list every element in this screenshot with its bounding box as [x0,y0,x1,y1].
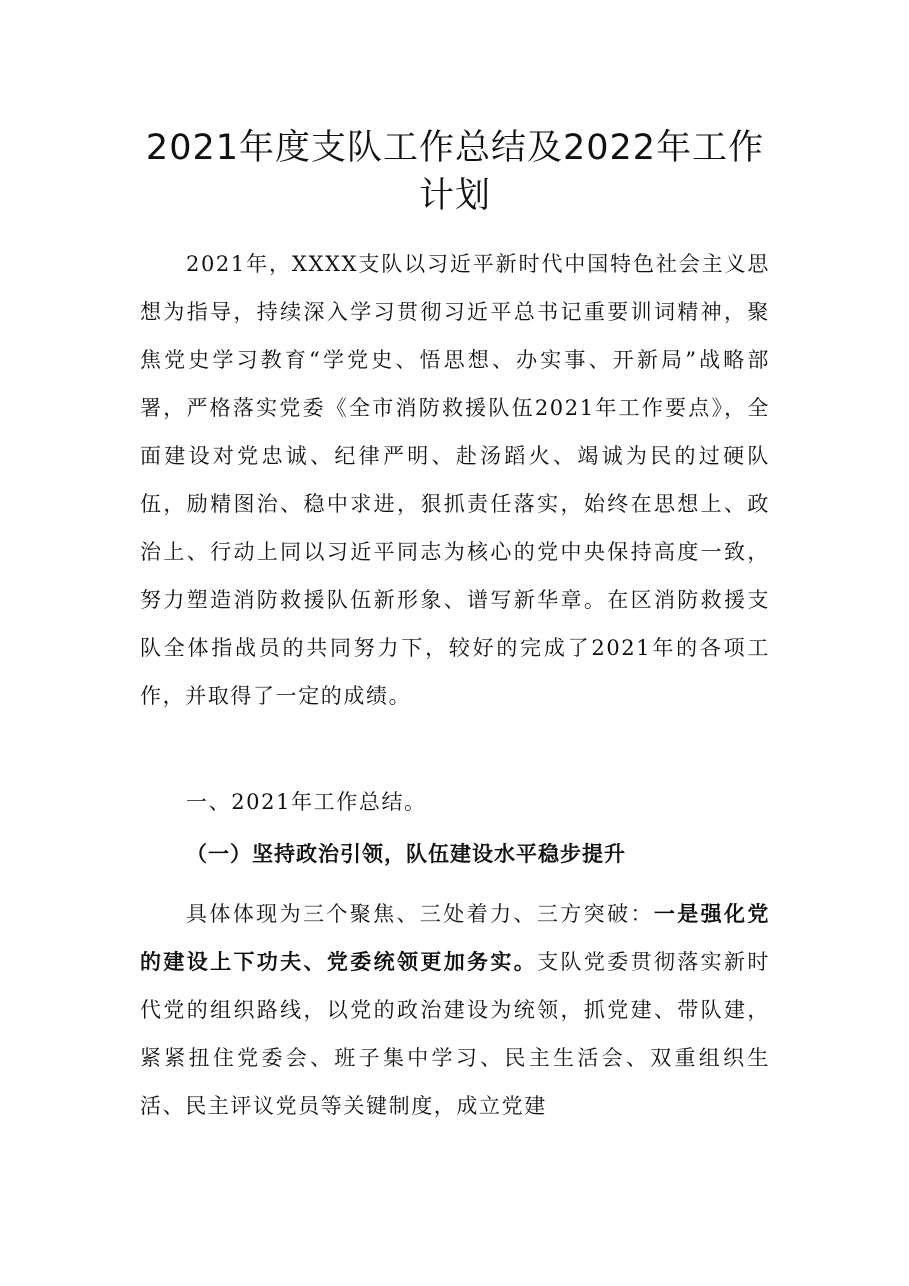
subsection-heading: （一）坚持政治引领，队伍建设水平稳步提升 [186,842,626,866]
paragraph-rest-text: 支队党委贯彻落实新时代党的组织路线，以党的政治建设为统领，抓党建、带队建，紧紧扭住党委会、班子集中学习、民主生活会、双重组织生活、民主评议党员等关键制度，成立党建 [140,950,771,1118]
document-title: 2021年度支队工作总结及2022年工作计划 [145,128,765,216]
paragraph-lead-text: 具体体现为三个聚焦、三处着力、三方突破： [186,902,654,926]
body-paragraph [140,890,770,1130]
intro-paragraph: 2021年，XXXX支队以习近平新时代中国特色社会主义思想为指导，持续深入学习贯彻习近平总书记重要训词精神，聚焦党史学习教育“学党史、悟思想、办实事、开新局”战略部署，严格落实党委《全市消防救援队伍2021年工作要点》，全面建设对党忠诚、纪律严明、赴汤蹈火、竭诚为民的过硬队伍，励精图治、稳中求进，狠抓责任落实，始终在思想上、政治上、行动上同以习近平同志为核心的党中央保持高度一致，努力塑造消防救援队伍新形象、谱写新华章。在区消防救援支队全体指战员的共同努力下，较好的完成了2021年的各项工作，并取得了一定的成绩。 [140,252,770,708]
section-heading: 一、2021年工作总结。 [186,790,427,814]
paragraph-bold-text: 一是强化党的建设上下功夫、党委统领更加务实。 [140,902,771,974]
